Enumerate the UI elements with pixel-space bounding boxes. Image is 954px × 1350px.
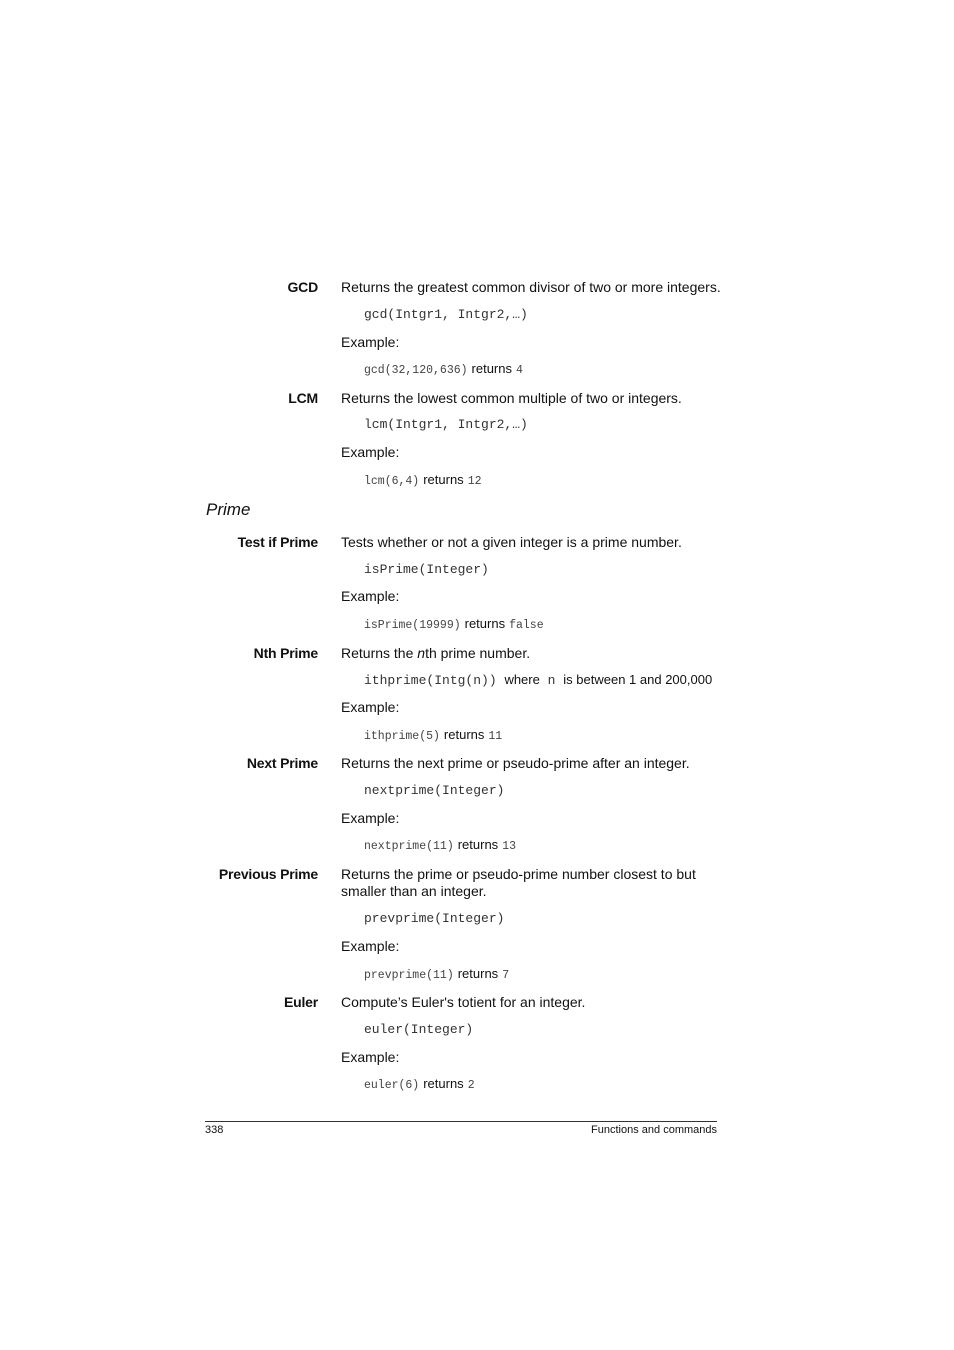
example-result: 2 [467,1079,475,1092]
description: Tests whether or not a given integer is a prime number. [341,534,682,550]
description-italic: n [417,645,426,661]
example [364,966,509,982]
example-code: isPrime(19999) [364,619,461,632]
syntax: lcm(Intgr1, Intgr2,…) [364,417,528,432]
syntax: gcd(Intgr1, Intgr2,…) [364,307,528,322]
example [364,837,516,853]
term-label: Test if Prime [237,534,318,550]
example-result: 12 [467,475,482,488]
description: Returns the greatest common divisor of two or more integers. [341,279,721,295]
footer-divider [205,1121,717,1122]
example [364,727,502,743]
returns-word: returns [457,966,499,981]
example-code: euler(6) [364,1079,420,1092]
example [364,1076,475,1092]
term-label: Next Prime [246,755,318,771]
example-code: gcd(32,120,636) [364,364,468,377]
example [364,361,523,377]
description: Returns the next prime or pseudo-prime after an integer. [341,755,690,771]
description: Returns the prime or pseudo-prime number closest to but smaller than an integer. [341,866,696,899]
returns-word: returns [423,1076,464,1091]
term-label: Nth Prime [253,645,318,661]
example-label: Example: [341,588,400,604]
example [364,616,544,632]
description-after: th prime number. [425,645,531,661]
example-result: 13 [502,840,516,853]
syntax: euler(Integer) [364,1022,474,1037]
example-label: Example: [341,1049,400,1065]
example-label: Example: [341,938,400,954]
chapter-title: Functions and commands [591,1124,717,1136]
example-code: ithprime(5) [364,730,440,743]
example-code: nextprime(11) [364,840,454,853]
example-label: Example: [341,334,400,350]
example-code: prevprime(11) [364,969,454,982]
returns-word: returns [423,472,464,487]
syntax: nextprime(Integer) [364,783,505,798]
returns-word: returns [457,837,499,852]
term-label: Previous Prime [218,866,318,882]
example-code: lcm(6,4) [364,475,420,488]
section-heading-prime: Prime [206,500,251,519]
description: Compute’s Euler's totient for an integer. [341,994,586,1010]
example [364,472,482,488]
example-label: Example: [341,810,400,826]
syntax-tail: is between 1 and 200,000 [563,672,713,687]
example-result: 4 [516,364,523,377]
example-result: 7 [502,969,510,982]
example-result: false [509,619,544,632]
example-label: Example: [341,444,400,460]
returns-word: returns [443,727,485,742]
description [341,645,721,662]
example-label: Example: [341,699,400,715]
example-result: 11 [488,730,503,743]
description: Returns the lowest common multiple of two or integers. [341,390,682,406]
returns-word: returns [471,361,512,376]
syntax-var: n [547,673,556,688]
term-label: Euler [283,994,318,1010]
term-label: LCM [288,390,318,406]
description-before: Returns the [341,645,418,661]
syntax-where: where [504,672,540,687]
syntax-code: ithprime(Intg(n)) [364,673,497,688]
returns-word: returns [464,616,506,631]
syntax [364,672,712,688]
page-number: 338 [205,1124,224,1136]
term-label: GCD [287,279,318,295]
syntax: prevprime(Integer) [364,911,505,926]
syntax: isPrime(Integer) [364,562,489,577]
